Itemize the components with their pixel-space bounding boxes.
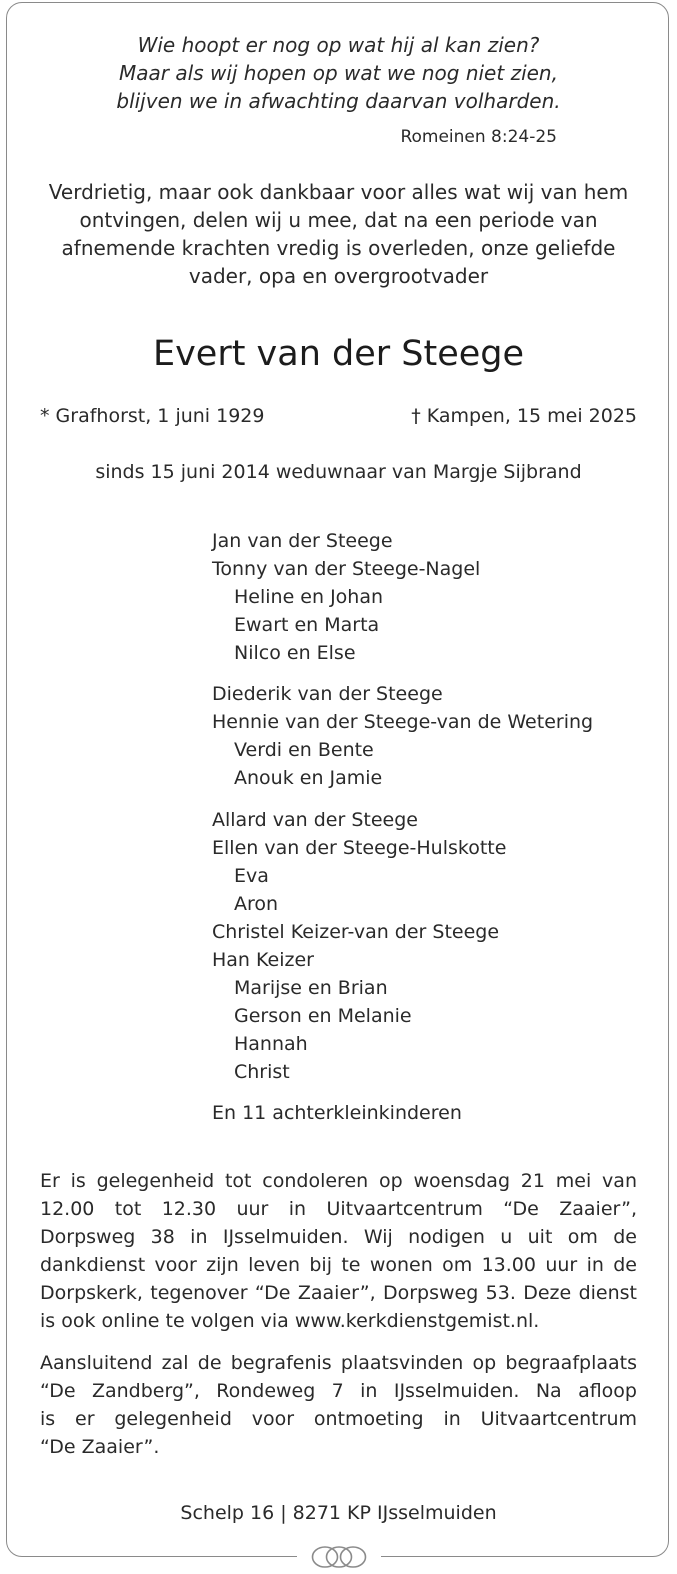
paragraph-line: “De Zaaier”.	[40, 1436, 160, 1458]
intro-line: Verdrietig, maar ook dankbaar voor alles wat wij van hem	[48, 180, 629, 204]
verse-reference: Romeinen 8:24-25	[400, 127, 557, 147]
intro-line: ontvingen, delen wij u mee, dat na een periode van	[79, 208, 598, 232]
family-member: Allard van der Steege	[212, 809, 418, 831]
great-grandchildren: En 11 achterkleinkinderen	[212, 1102, 462, 1124]
family-member: Diederik van der Steege	[212, 683, 443, 705]
grandchild: Eva	[234, 865, 269, 887]
family-group-christel	[212, 918, 642, 1086]
grandchild: Christ	[234, 1061, 290, 1083]
verse-line: Wie hoopt er nog op wat hij al kan zien?	[137, 33, 540, 57]
family-member: Hennie van der Steege-van de Wetering	[212, 711, 594, 733]
burial-paragraph	[40, 1349, 637, 1461]
paragraph-line: is ook online te volgen via www.kerkdienstgemist.nl.	[40, 1310, 540, 1332]
verse-line: Maar als wij hopen op wat we nog niet zien,	[119, 61, 558, 85]
grandchild: Hannah	[234, 1033, 308, 1055]
deceased-name: Evert van der Steege	[152, 334, 525, 374]
family-group-jan	[212, 527, 642, 667]
home-address: Schelp 16 | 8271 KP IJsselmuiden	[180, 1502, 497, 1524]
grandchild: Aron	[234, 893, 279, 915]
family-group-allard	[212, 806, 642, 918]
grandchild: Marijse en Brian	[234, 977, 388, 999]
verse-line: blijven we in afwachting daarvan volharden.	[116, 89, 561, 113]
family-group-diederik	[212, 680, 642, 792]
family-member: Han Keizer	[212, 949, 314, 971]
intro-line: vader, opa en overgrootvader	[188, 264, 489, 288]
grandchild: Verdi en Bente	[234, 739, 374, 761]
intro-text	[40, 178, 637, 290]
paragraph-line: Dorpskerk, tegenover “De Zaaier”, Dorpsweg 53. Deze dienst	[40, 1282, 637, 1304]
bible-verse	[40, 31, 637, 115]
paragraph-line: 12.00 tot 12.30 uur in Uitvaartcentrum “De Zaaier”,	[40, 1198, 637, 1220]
family-member: Tonny van der Steege-Nagel	[212, 558, 481, 580]
birth-info: * Grafhorst, 1 juni 1929	[40, 405, 265, 427]
death-info: † Kampen, 15 mei 2025	[411, 405, 637, 427]
family-member: Christel Keizer-van der Steege	[212, 921, 500, 943]
paragraph-line: Er is gelegenheid tot condoleren op woensdag 21 mei van	[40, 1170, 637, 1192]
three-linked-rings-icon	[297, 1544, 381, 1570]
paragraph-line: is er gelegenheid voor ontmoeting in Uitvaartcentrum	[40, 1408, 637, 1430]
family-member: Jan van der Steege	[212, 530, 393, 552]
paragraph-line: “De Zandberg”, Rondeweg 7 in IJsselmuiden. Na afloop	[40, 1380, 637, 1402]
paragraph-line: dankdienst voor zijn leven bij te wonen om 13.00 uur in de	[40, 1254, 637, 1276]
grandchild: Ewart en Marta	[234, 614, 380, 636]
grandchild: Anouk en Jamie	[234, 767, 383, 789]
intro-line: afnemende krachten vredig is overleden, onze geliefde	[61, 236, 616, 260]
grandchild: Gerson en Melanie	[234, 1005, 412, 1027]
grandchild: Nilco en Else	[234, 642, 356, 664]
widower-note: sinds 15 juni 2014 weduwnaar van Margje Sijbrand	[95, 461, 582, 483]
family-member: Ellen van der Steege-Hulskotte	[212, 837, 507, 859]
grandchild: Heline en Johan	[234, 586, 384, 608]
paragraph-line: Aansluitend zal de begrafenis plaatsvinden op begraafplaats	[40, 1352, 637, 1374]
paragraph-line: Dorpsweg 38 in IJsselmuiden. Wij nodigen u uit om de	[40, 1226, 637, 1248]
condolence-paragraph	[40, 1167, 637, 1335]
